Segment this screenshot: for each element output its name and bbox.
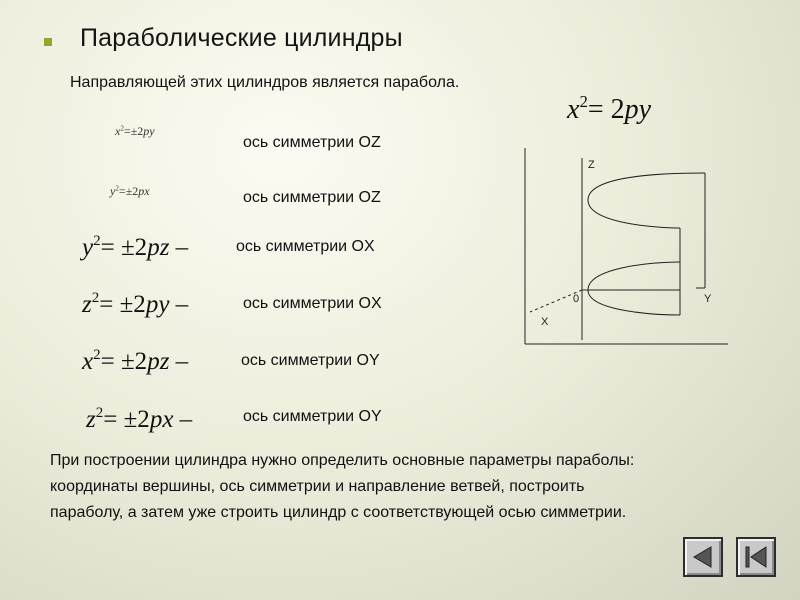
eq-exp: 2 xyxy=(115,184,119,193)
eq-exp: 2 xyxy=(95,405,104,421)
eq-lhs: y xyxy=(82,233,94,261)
y-axis-label: Y xyxy=(704,293,712,305)
axis-label-row-4: ось симметрии OY xyxy=(241,352,380,369)
top-eq-rhs: = 2 xyxy=(587,93,625,125)
z-axis-label: Z xyxy=(588,159,595,171)
eq-exp: 2 xyxy=(91,290,100,306)
eq-lhs: x xyxy=(82,347,94,375)
equation-row-0 xyxy=(115,125,155,137)
eq-lhs: x xyxy=(115,124,121,138)
slide-title: Параболические цилиндры xyxy=(80,24,403,52)
x-axis-label: X xyxy=(541,316,549,328)
equation-row-2 xyxy=(82,234,188,260)
paragraph-line: При построении цилиндра нужно определить основные параметры параболы: xyxy=(50,452,635,469)
triangle-left-icon xyxy=(685,539,721,575)
eq-dash: – xyxy=(169,347,189,375)
eq-dash: – xyxy=(173,405,193,433)
parabolic-cylinder-diagram xyxy=(500,140,740,355)
axis-label-row-1: ось симметрии OZ xyxy=(243,189,381,206)
title-bullet xyxy=(44,38,52,46)
eq-lhs: y xyxy=(110,184,116,198)
axis-label-row-2: ось симметрии OX xyxy=(236,238,375,255)
equation-row-3 xyxy=(82,291,188,317)
eq-var: pz xyxy=(147,347,170,375)
eq-dash: – xyxy=(169,290,189,318)
subtitle-text: Направляющей этих цилиндров является парабола. xyxy=(70,74,460,91)
top-eq-var: py xyxy=(624,93,652,125)
eq-mid: =±2 xyxy=(123,124,144,138)
eq-mid: = ±2 xyxy=(103,405,150,433)
upper-parabola xyxy=(588,173,705,228)
eq-mid: = ±2 xyxy=(99,290,146,318)
eq-exp: 2 xyxy=(93,347,101,363)
equation-row-1 xyxy=(110,185,150,197)
eq-var: py xyxy=(145,290,170,318)
skip-back-icon xyxy=(738,539,774,575)
paragraph-line: координаты вершины, ось симметрии и направление ветвей, построить xyxy=(50,478,585,495)
axis-label-row-3: ось симметрии OX xyxy=(243,295,382,312)
eq-mid: =±2 xyxy=(118,184,139,198)
eq-mid: = ±2 xyxy=(100,347,148,375)
top-eq-exp: 2 xyxy=(579,92,588,111)
eq-exp: 2 xyxy=(120,124,124,133)
axis-label-row-0: ось симметрии OZ xyxy=(243,134,381,151)
eq-dash: – xyxy=(169,233,189,261)
top-eq-lhs: x xyxy=(567,93,580,125)
eq-exp: 2 xyxy=(93,233,101,249)
eq-var: px xyxy=(138,184,150,198)
explanation-paragraph xyxy=(50,448,790,526)
eq-var: px xyxy=(149,405,174,433)
equation-row-4 xyxy=(82,348,188,374)
eq-lhs: z xyxy=(86,405,96,433)
eq-lhs: z xyxy=(82,290,92,318)
previous-slide-button[interactable] xyxy=(683,537,723,577)
axis-label-row-5: ось симметрии OY xyxy=(243,408,382,425)
origin-label: 0 xyxy=(573,293,580,305)
paragraph-line: параболу, а затем уже строить цилиндр с соответствующей осью симметрии. xyxy=(50,504,627,521)
first-slide-button[interactable] xyxy=(736,537,776,577)
top-equation xyxy=(567,94,651,124)
lower-parabola xyxy=(588,262,680,315)
eq-var: pz xyxy=(147,233,170,261)
equation-row-5 xyxy=(86,406,192,432)
eq-var: py xyxy=(143,124,155,138)
eq-mid: = ±2 xyxy=(100,233,148,261)
